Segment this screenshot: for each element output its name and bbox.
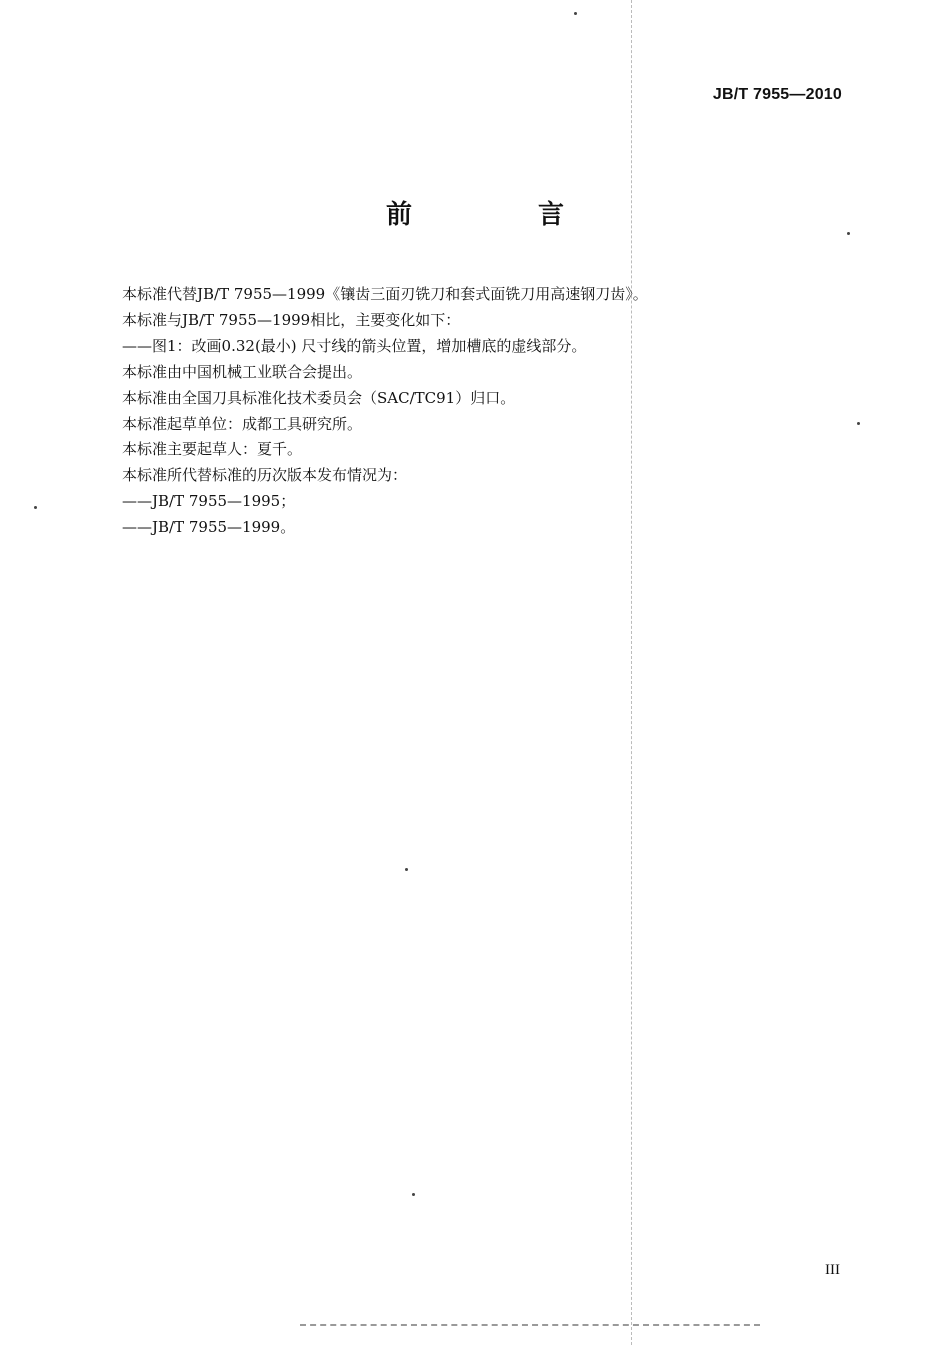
standard-code: JB/T 7955—2010 [712,86,842,103]
paragraph-history-item: ——JB/T 7955—1995； [122,492,296,511]
paragraph-proposer: 本标准由中国机械工业联合会提出。 [122,362,363,381]
paragraph-history-intro: 本标准所代替标准的历次版本发布情况为： [122,466,408,485]
paragraph-changes-intro: 本标准与JB/T 7955—1999相比，主要变化如下： [122,310,461,329]
paragraph-replacement: 本标准代替JB/T 7955—1999《镶齿三面刃铣刀和套式面铣刀用高速钢刀齿》。 [122,285,648,303]
scan-artifact-bottom [300,1324,760,1326]
paragraph-history-item: ——JB/T 7955—1999。 [122,518,296,537]
page-number: III [825,1262,840,1278]
scan-speck [857,422,860,425]
scan-speck [847,232,850,235]
scan-speck [34,506,37,509]
scan-speck [405,868,408,871]
paragraph-change-item: ——图1：改画0.32(最小) 尺寸线的箭头位置，增加槽底的虚线部分。 [122,336,587,355]
foreword-body [122,282,722,541]
paragraph-drafter: 本标准主要起草人：夏千。 [122,440,303,459]
page-title: 前 言 [385,200,614,230]
paragraph-committee: 本标准由全国刀具标准化技术委员会（SAC/TC91）归口。 [122,388,516,407]
paragraph-drafting-unit: 本标准起草单位：成都工具研究所。 [122,414,363,433]
scan-speck [412,1193,415,1196]
scan-speck [574,12,577,15]
